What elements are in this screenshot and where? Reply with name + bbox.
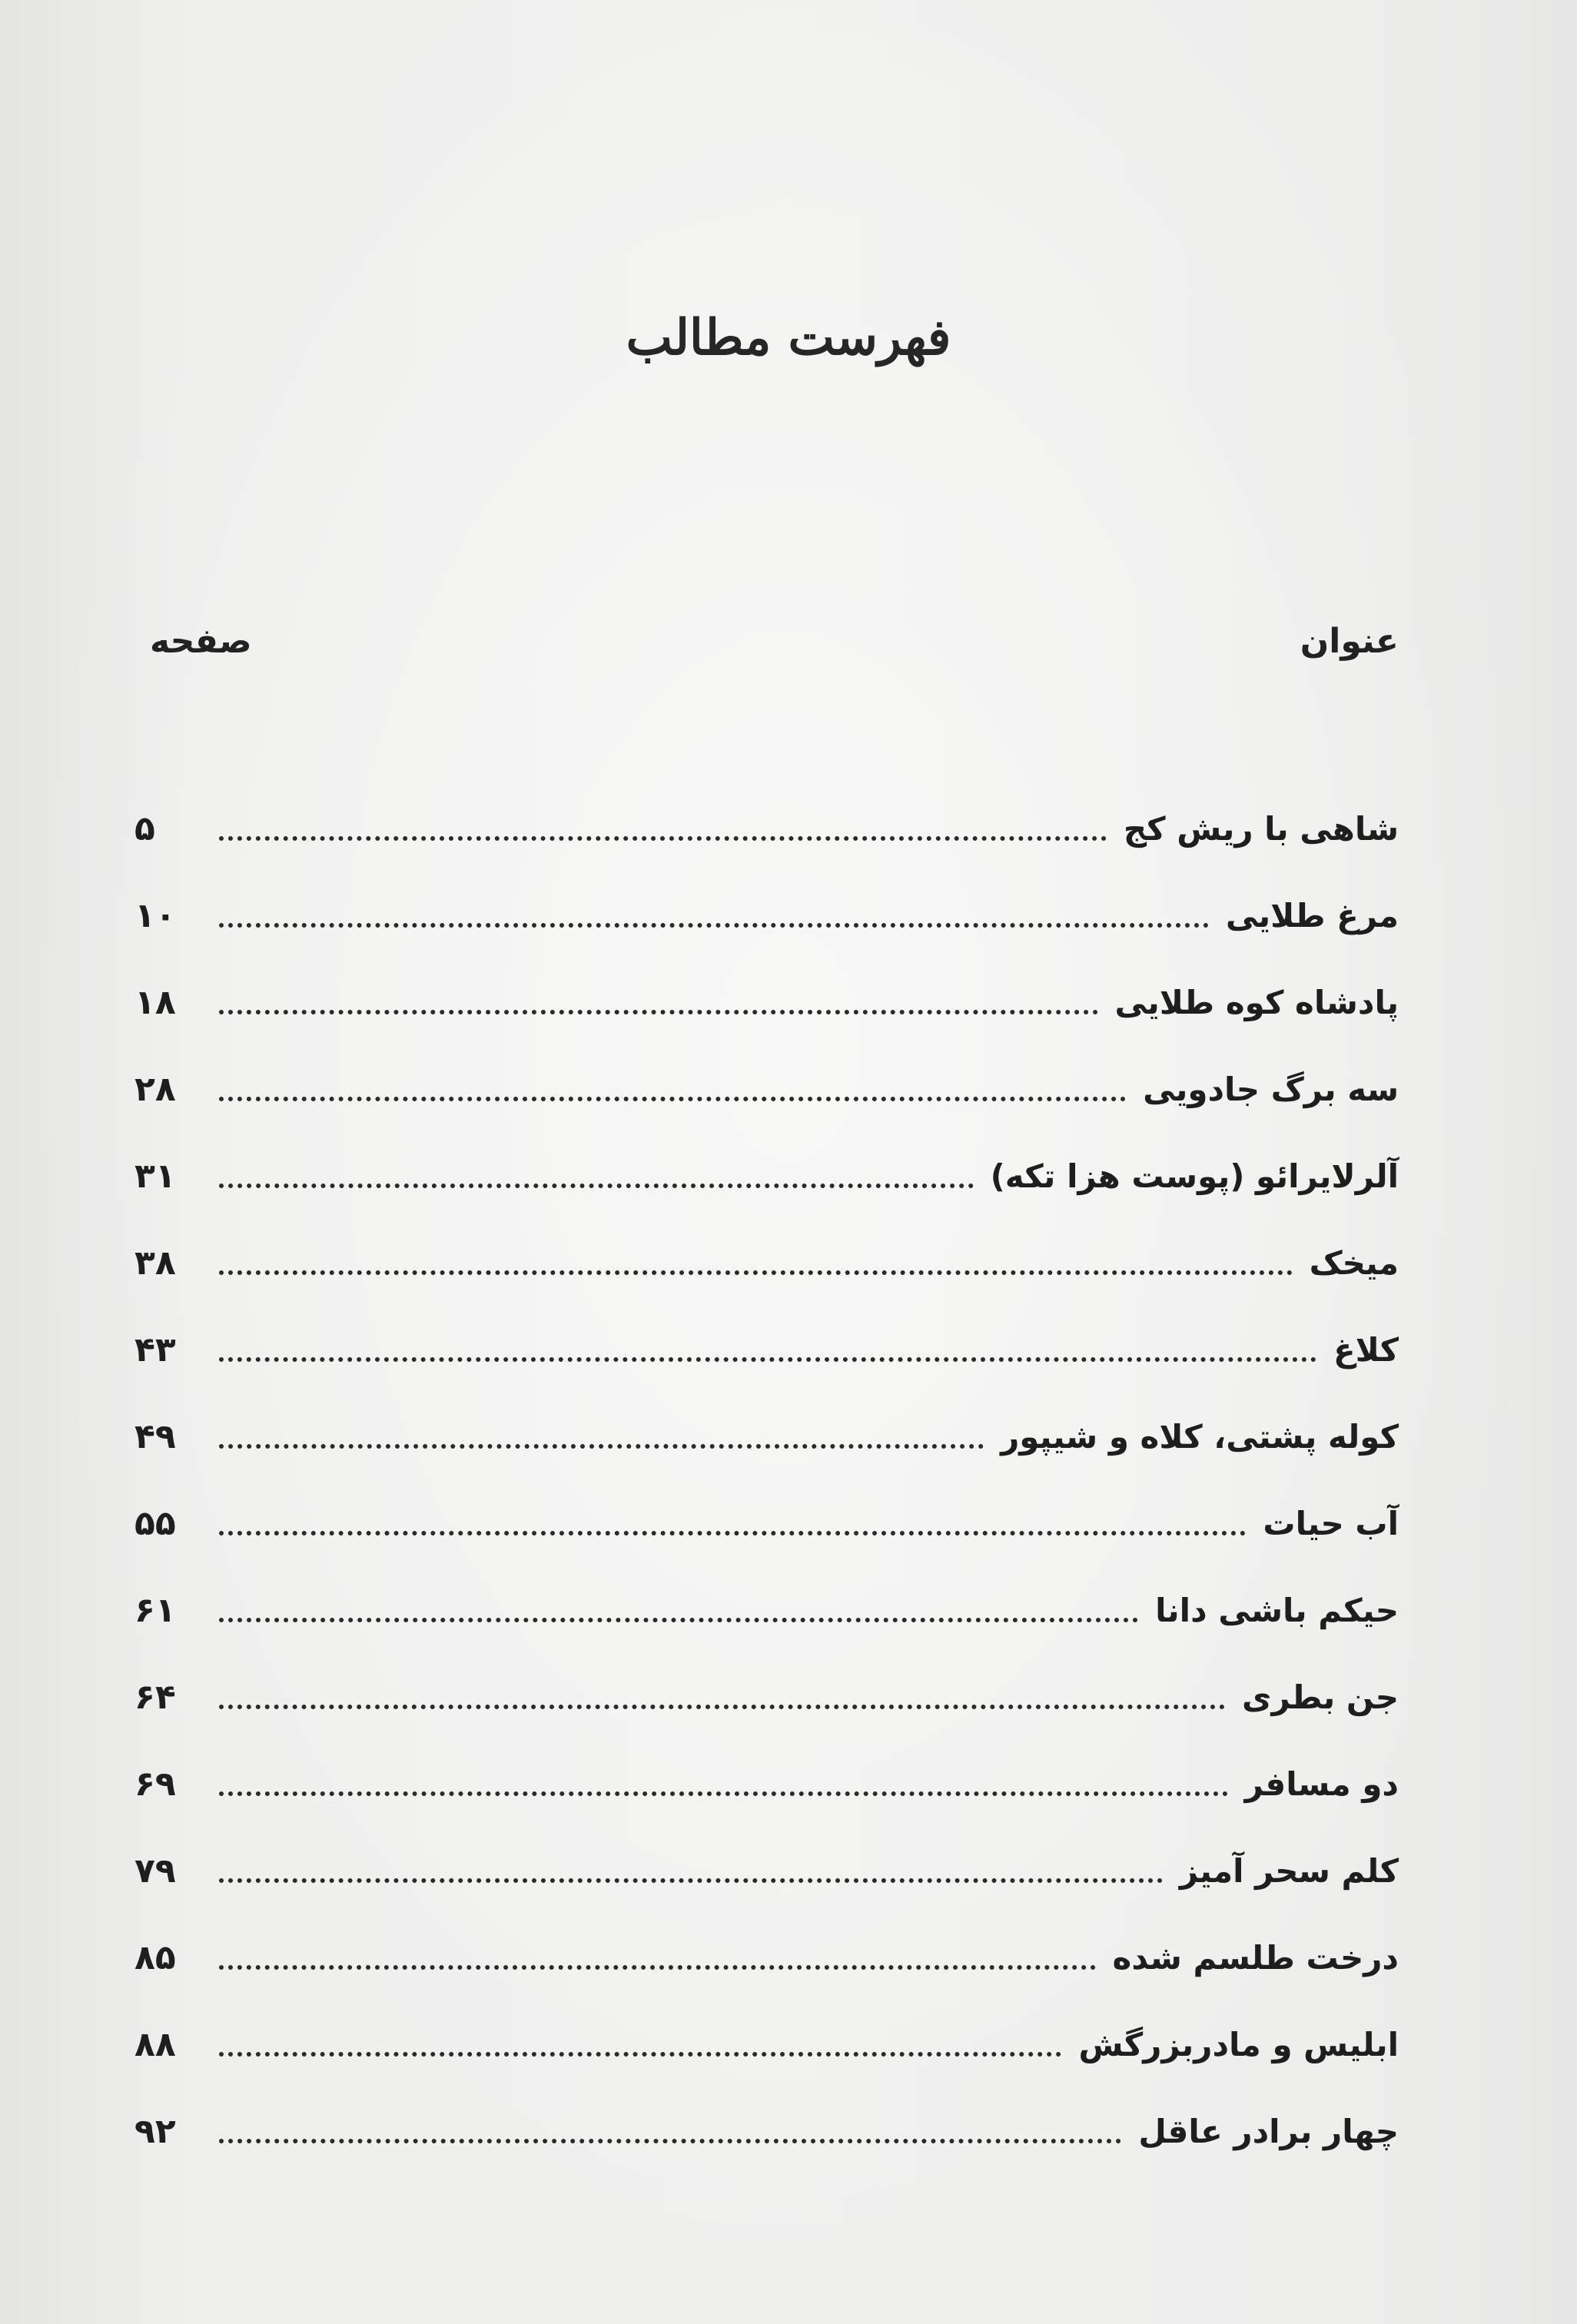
dot-leader <box>219 1791 1228 1796</box>
toc-entry-title: شاهی با ریش کج <box>1123 809 1399 848</box>
dot-leader <box>219 1705 1225 1709</box>
dot-leader <box>219 1965 1096 1970</box>
toc-entry-title: پادشاه کوه طلایی <box>1114 983 1399 1021</box>
toc-entry-page: ۳۸ <box>134 1243 176 1283</box>
toc-entry <box>134 1306 1399 1393</box>
toc-entry-page: ۴۹ <box>134 1416 176 1456</box>
table-of-contents <box>134 785 1399 2175</box>
toc-entry <box>134 2001 1399 2088</box>
dot-leader <box>219 836 1107 841</box>
toc-entry-page: ۶۴ <box>134 1677 176 1717</box>
toc-entry-page: ۵ <box>134 808 155 848</box>
dot-leader <box>219 2052 1061 2057</box>
dot-leader <box>219 1618 1138 1622</box>
page-title: فهرست مطالب <box>626 309 951 367</box>
toc-entry <box>134 2088 1399 2175</box>
toc-entry-title: دو مسافر <box>1244 1765 1399 1803</box>
column-header-page: صفحه <box>150 622 252 661</box>
toc-entry <box>134 1133 1399 1220</box>
dot-leader <box>219 923 1209 928</box>
toc-entry <box>134 1480 1399 1567</box>
toc-entry-page: ۸۸ <box>134 2024 176 2064</box>
toc-entry-title: سه برگ جادویی <box>1143 1070 1399 1108</box>
toc-entry-page: ۱۸ <box>134 982 176 1022</box>
toc-entry-page: ۳۱ <box>134 1156 176 1196</box>
dot-leader <box>219 1097 1126 1101</box>
toc-entry-title: کوله پشتی، کلاه و شیپور <box>1001 1417 1399 1456</box>
toc-entry <box>134 1046 1399 1133</box>
toc-entry <box>134 872 1399 959</box>
toc-entry-title: جن بطری <box>1242 1678 1399 1716</box>
toc-entry-page: ۶۱ <box>134 1590 176 1630</box>
toc-entry <box>134 1567 1399 1654</box>
toc-entry-page: ۲۸ <box>134 1069 176 1109</box>
toc-entry-title: چهار برادر عاقل <box>1138 2112 1399 2150</box>
dot-leader <box>219 2139 1121 2143</box>
toc-entry-title: میخک <box>1309 1243 1399 1282</box>
toc-entry-title: ابلیس و مادربزرگش <box>1078 2025 1399 2063</box>
toc-entry-title: حیکم باشی دانا <box>1155 1591 1399 1629</box>
toc-entry-page: ۱۰ <box>134 895 176 935</box>
dot-leader <box>219 1010 1098 1014</box>
toc-entry <box>134 1220 1399 1306</box>
toc-entry-title: کلاغ <box>1333 1330 1399 1369</box>
toc-entry-title: آلرلایرائو (پوست هزا تکه) <box>990 1157 1399 1195</box>
toc-entry <box>134 1828 1399 1914</box>
toc-entry <box>134 1914 1399 2001</box>
dot-leader <box>219 1444 984 1449</box>
toc-entry <box>134 1741 1399 1828</box>
toc-entry-title: آب حیات <box>1263 1504 1399 1542</box>
dot-leader <box>219 1270 1293 1275</box>
toc-entry-title: کلم سحر آمیز <box>1179 1851 1399 1890</box>
toc-entry-title: مرغ طلایی <box>1225 896 1399 935</box>
toc-entry-title: درخت طلسم شده <box>1112 1938 1399 1977</box>
toc-entry-page: ۶۹ <box>134 1764 176 1804</box>
toc-entry-page: ۷۹ <box>134 1851 176 1891</box>
toc-entry-page: ۵۵ <box>134 1503 176 1543</box>
toc-entry <box>134 1654 1399 1741</box>
column-header-title: عنوان <box>1300 622 1399 661</box>
toc-entry <box>134 959 1399 1046</box>
dot-leader <box>219 1531 1246 1536</box>
dot-leader <box>219 1878 1163 1883</box>
toc-entry <box>134 1393 1399 1480</box>
dot-leader <box>219 1357 1316 1362</box>
toc-entry-page: ۴۳ <box>134 1330 176 1370</box>
toc-entry-page: ۹۲ <box>134 2111 176 2151</box>
toc-entry <box>134 785 1399 872</box>
dot-leader <box>219 1184 974 1188</box>
toc-entry-page: ۸۵ <box>134 1937 176 1977</box>
